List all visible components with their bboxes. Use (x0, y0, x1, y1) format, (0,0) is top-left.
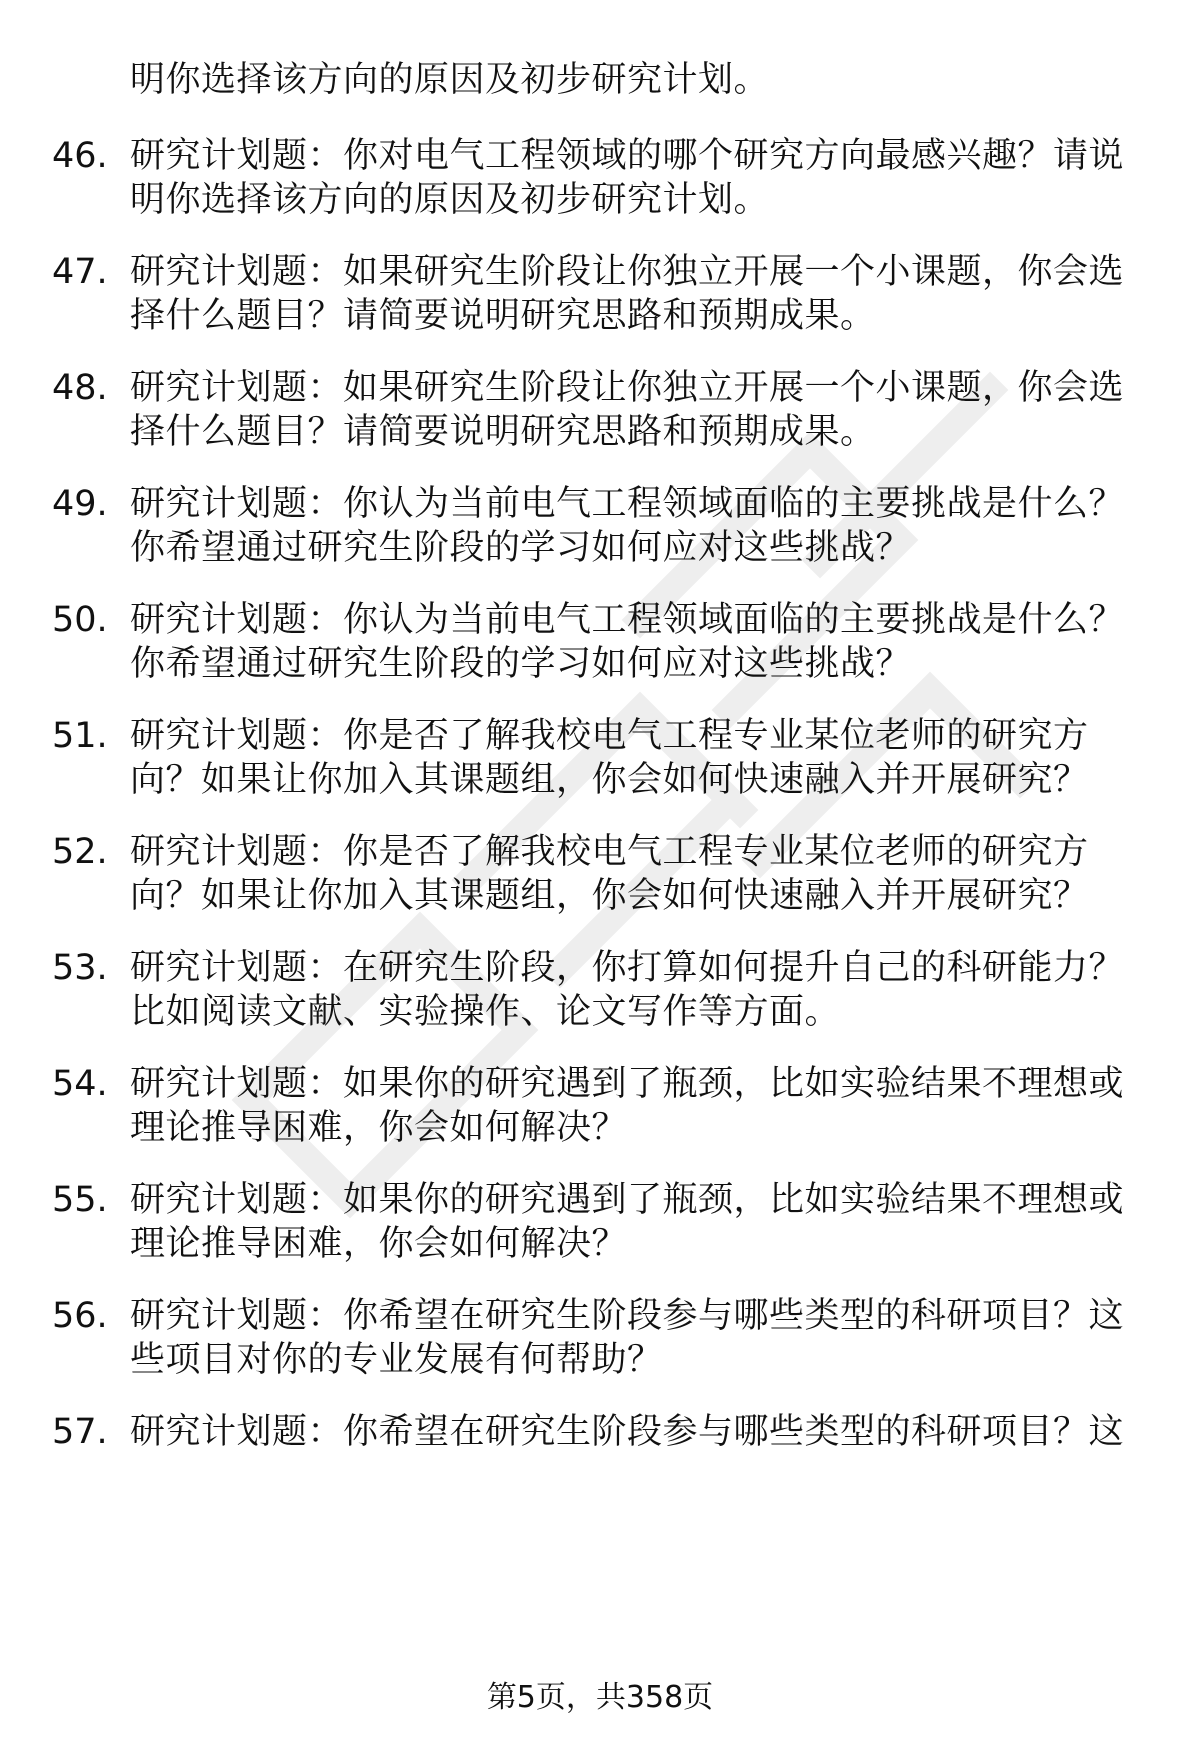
item-text-line: 比如阅读文献、实验操作、论文写作等方面。 (130, 992, 841, 1032)
continued-line: 明你选择该方向的原因及初步研究计划。 (130, 60, 770, 100)
item-text-line: 研究计划题：你是否了解我校电气工程专业某位老师的研究方 (130, 716, 1089, 756)
item-text-line: 向？如果让你加入其课题组，你会如何快速融入并开展研究？ (130, 760, 1089, 800)
item-number: 54. (52, 1064, 108, 1104)
item-text-line: 向？如果让你加入其课题组，你会如何快速融入并开展研究？ (130, 876, 1089, 916)
item-number: 56. (52, 1296, 108, 1336)
item-text-line: 研究计划题：你希望在研究生阶段参与哪些类型的科研项目？这 (130, 1296, 1125, 1336)
item-text-line: 择什么题目？请简要说明研究思路和预期成果。 (130, 296, 876, 336)
item-text-line: 研究计划题：你认为当前电气工程领域面临的主要挑战是什么？ (130, 484, 1125, 524)
item-number: 53. (52, 948, 108, 988)
item-text-line: 理论推导困难，你会如何解决？ (130, 1224, 628, 1264)
item-text-line: 研究计划题：如果你的研究遇到了瓶颈，比如实验结果不理想或 (130, 1180, 1125, 1220)
item-text-line: 你希望通过研究生阶段的学习如何应对这些挑战？ (130, 644, 912, 684)
item-text-line: 研究计划题：你希望在研究生阶段参与哪些类型的科研项目？这 (130, 1412, 1125, 1452)
item-number: 48. (52, 368, 108, 408)
item-text-line: 些项目对你的专业发展有何帮助？ (130, 1340, 663, 1380)
item-text-line: 研究计划题：如果你的研究遇到了瓶颈，比如实验结果不理想或 (130, 1064, 1125, 1104)
item-text-line: 你希望通过研究生阶段的学习如何应对这些挑战？ (130, 528, 912, 568)
item-number: 47. (52, 252, 108, 292)
item-text-line: 研究计划题：如果研究生阶段让你独立开展一个小课题，你会选 (130, 368, 1125, 408)
item-number: 51. (52, 716, 108, 756)
item-text-line: 理论推导困难，你会如何解决？ (130, 1108, 628, 1148)
item-number: 52. (52, 832, 108, 872)
item-text-line: 研究计划题：你是否了解我校电气工程专业某位老师的研究方 (130, 832, 1089, 872)
item-text-line: 择什么题目？请简要说明研究思路和预期成果。 (130, 412, 876, 452)
page-footer: 第5页，共358页 (486, 1680, 714, 1715)
item-number: 49. (52, 484, 108, 524)
item-text-line: 研究计划题：如果研究生阶段让你独立开展一个小课题，你会选 (130, 252, 1125, 292)
item-text-line: 研究计划题：你对电气工程领域的哪个研究方向最感兴趣？请说 (130, 136, 1125, 176)
item-number: 46. (52, 136, 108, 176)
item-number: 50. (52, 600, 108, 640)
item-text-line: 明你选择该方向的原因及初步研究计划。 (130, 180, 770, 220)
item-number: 55. (52, 1180, 108, 1220)
item-text-line: 研究计划题：在研究生阶段，你打算如何提升自己的科研能力？ (130, 948, 1125, 988)
item-number: 57. (52, 1412, 108, 1452)
item-text-line: 研究计划题：你认为当前电气工程领域面临的主要挑战是什么？ (130, 600, 1125, 640)
